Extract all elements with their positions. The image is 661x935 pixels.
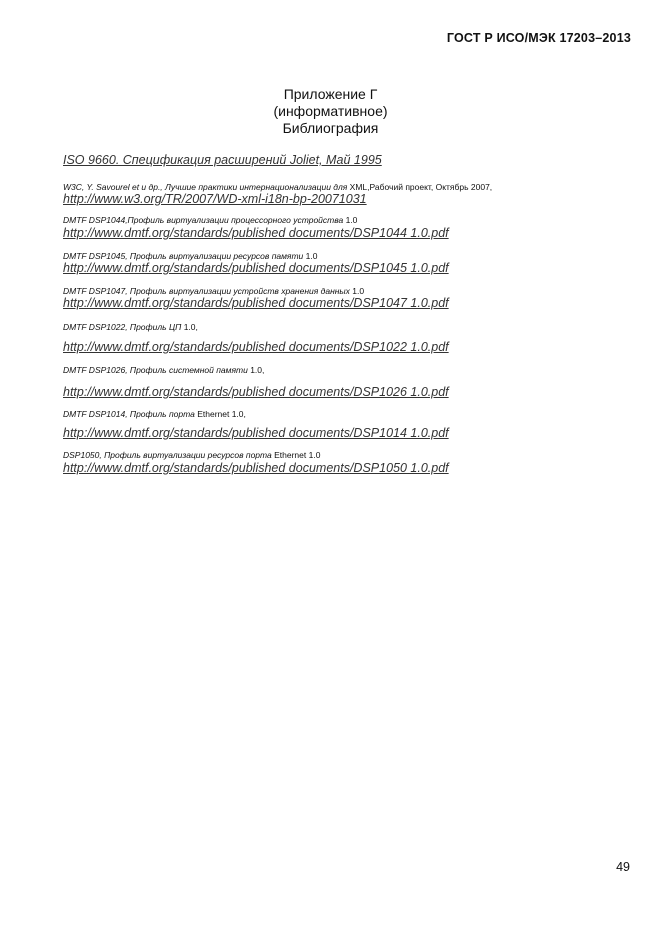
reference-dsp1022-desc — [63, 322, 623, 333]
bibliography-heading: Библиография — [282, 120, 379, 136]
reference-dsp1026-link[interactable]: http://www.dmtf.org/standards/published documents/DSP1026 1.0.pdf — [63, 385, 449, 399]
reference-desc-italic: DMTF DSP1022, Профиль ЦП — [63, 322, 182, 332]
reference-dsp1044-desc — [63, 215, 623, 226]
appendix-title: Приложение Г — [283, 86, 378, 102]
reference-desc-italic: DMTF DSP1047, Профиль виртуализации устройств хранения данных — [63, 286, 350, 296]
reference-dsp1014-link[interactable]: http://www.dmtf.org/standards/published documents/DSP1014 1.0.pdf — [63, 426, 449, 440]
reference-dsp1050-desc — [63, 450, 623, 461]
reference-desc-plain: XML,Рабочий проект, Октябрь 2007, — [347, 182, 493, 192]
reference-desc-italic: DSP1050, Профиль виртуализации ресурсов порта — [63, 450, 272, 460]
reference-desc-plain: 1.0, — [247, 365, 265, 375]
reference-desc-plain: 1.0, — [181, 322, 198, 332]
reference-dsp1022-link[interactable]: http://www.dmtf.org/standards/published documents/DSP1022 1.0.pdf — [63, 340, 449, 354]
appendix-type: (информативное) — [273, 103, 388, 119]
page-number: 49 — [616, 860, 630, 874]
reference-desc-italic: DMTF DSP1045, Профиль виртуализации ресурсов памяти — [63, 251, 304, 261]
reference-iso9660[interactable]: ISO 9660. Спецификация расширений Joliet, Май 1995 — [63, 153, 382, 167]
reference-desc-italic: W3C, Y. Savourel et и др., Лучшие практики интернационализации для — [63, 182, 348, 192]
reference-dsp1014-desc — [63, 409, 623, 420]
reference-desc-plain: 1.0 — [343, 215, 358, 225]
reference-desc-italic: DMTF DSP1026, Профиль системной памяти — [63, 365, 248, 375]
reference-w3c-link[interactable]: http://www.w3.org/TR/2007/WD-xml-i18n-bp-20071031 — [63, 192, 367, 206]
reference-dsp1026-desc — [63, 365, 623, 376]
reference-desc-plain: Ethernet 1.0 — [271, 450, 321, 460]
reference-desc-italic: DMTF DSP1014, Профиль порта — [63, 409, 195, 419]
reference-desc-plain: 1.0 — [303, 251, 318, 261]
reference-desc-plain: Ethernet 1.0, — [194, 409, 246, 419]
reference-dsp1047-link[interactable]: http://www.dmtf.org/standards/published documents/DSP1047 1.0.pdf — [63, 296, 449, 310]
reference-dsp1044-link[interactable]: http://www.dmtf.org/standards/published documents/DSP1044 1.0.pdf — [63, 226, 449, 240]
reference-dsp1045-link[interactable]: http://www.dmtf.org/standards/published documents/DSP1045 1.0.pdf — [63, 261, 449, 275]
reference-dsp1050-link[interactable]: http://www.dmtf.org/standards/published documents/DSP1050 1.0.pdf — [63, 461, 449, 475]
reference-desc-italic: DMTF DSP1044,Профиль виртуализации процессорного устройства — [63, 215, 344, 225]
standard-header: ГОСТ Р ИСО/МЭК 17203–2013 — [446, 31, 631, 45]
reference-desc-plain: 1.0 — [349, 286, 365, 296]
